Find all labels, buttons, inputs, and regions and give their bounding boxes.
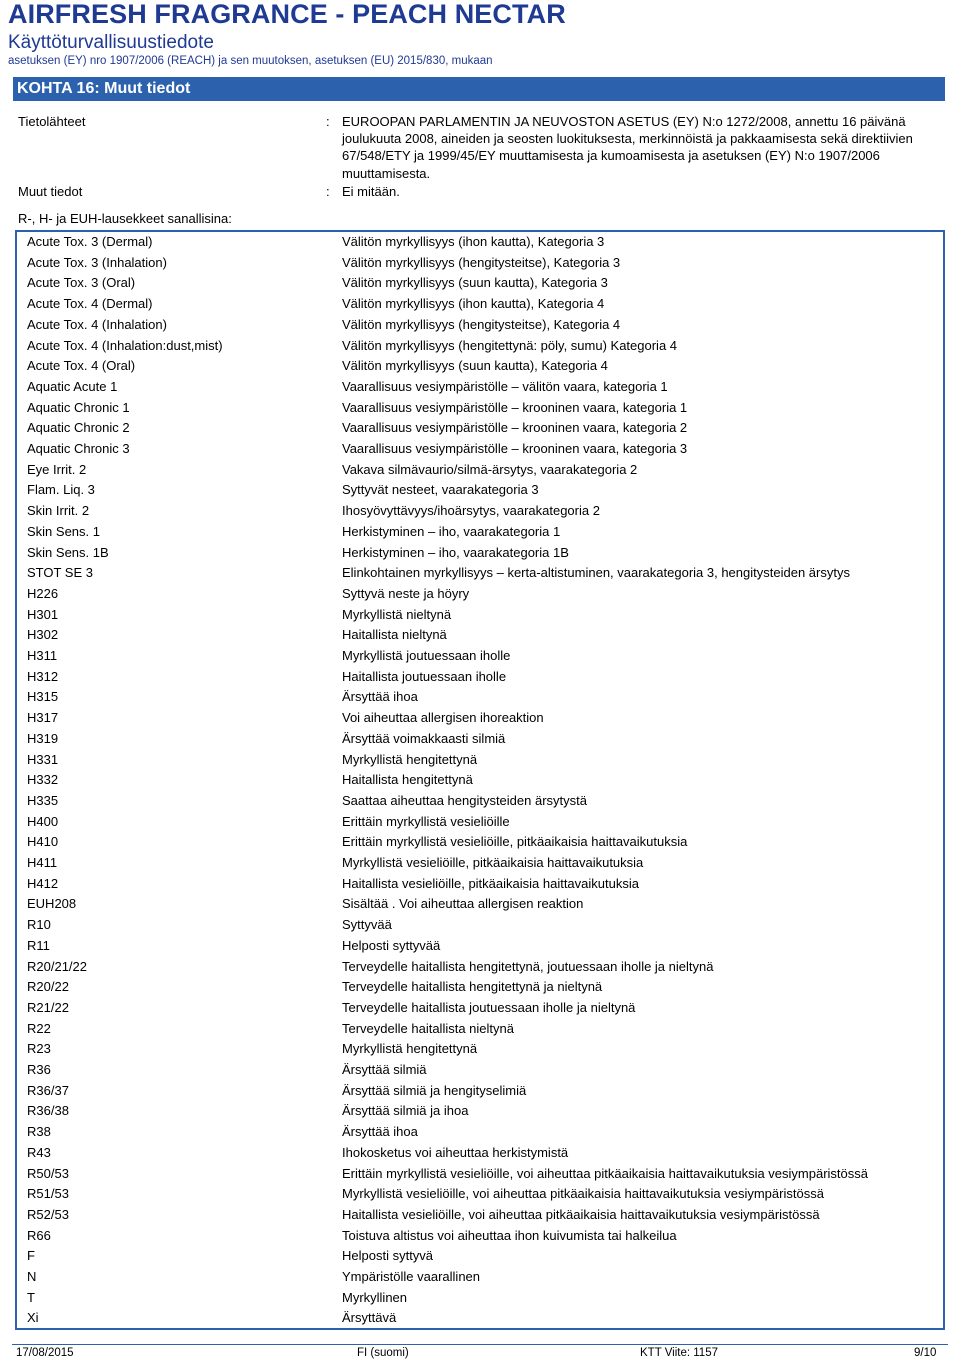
phrase-text: Haitallista vesieliöille, pitkäaikaisia haittavaikutuksia xyxy=(342,875,639,891)
phrase-text: Ärsyttää voimakkaasti silmiä xyxy=(342,730,506,746)
info-value-sources: EUROOPAN PARLAMENTIN JA NEUVOSTON ASETUS (EY) N:o 1272/2008, annettu 16 päivänä joulukuuta 2008, aineiden ja seosten luokituksesta, merkinnöistä ja pakkaamisesta sekä direktiivien 67/548/ETY ja 1999/45/EY muuttamisesta ja kumoamisesta ja asetuksen (EY) N:o 1907/2006 muuttamisesta. xyxy=(342,114,913,181)
phrase-row xyxy=(17,957,943,978)
footer-reference: KTT Viite: 1157 xyxy=(640,1347,718,1359)
phrase-code: N xyxy=(27,1269,37,1284)
phrase-code: H331 xyxy=(27,751,59,767)
phrase-text: Saattaa aiheuttaa hengitysteiden ärsytystä xyxy=(342,792,587,808)
phrase-text: Sisältää . Voi aiheuttaa allergisen reaktion xyxy=(342,896,584,912)
phrase-row xyxy=(17,750,943,771)
phrase-code: H317 xyxy=(27,710,59,726)
phrase-row xyxy=(17,1246,943,1267)
phrase-code: R66 xyxy=(27,1227,51,1243)
info-label-sources: Tietolähteet xyxy=(18,114,86,129)
phrase-code: R36 xyxy=(27,1062,51,1077)
phrase-row xyxy=(17,853,943,874)
phrase-code: F xyxy=(27,1248,35,1264)
phrase-text: Ärsyttää ihoa xyxy=(342,689,418,705)
section-header: KOHTA 16: Muut tiedot xyxy=(13,77,945,101)
phrase-row xyxy=(17,729,943,750)
phrase-code: R43 xyxy=(27,1144,51,1160)
phrase-row xyxy=(17,1081,943,1102)
product-title: AIRFRESH FRAGRANCE - PEACH NECTAR xyxy=(8,0,566,29)
phrase-text: Välitön myrkyllisyys (suun kautta), Kategoria 4 xyxy=(342,358,608,374)
phrase-code: Flam. Liq. 3 xyxy=(27,482,95,498)
phrase-row xyxy=(17,480,943,501)
phrase-row xyxy=(17,977,943,998)
phrase-row xyxy=(17,543,943,564)
phrase-row xyxy=(17,398,943,419)
phrase-row xyxy=(17,439,943,460)
phrase-text: Myrkyllistä hengitettynä xyxy=(342,751,478,767)
phrase-code: H311 xyxy=(27,648,58,663)
phrase-row xyxy=(17,936,943,957)
phrase-code: EUH208 xyxy=(27,896,77,912)
phrase-row xyxy=(17,1205,943,1226)
phrase-row xyxy=(17,874,943,895)
phrase-code: Skin Irrit. 2 xyxy=(27,503,90,519)
phrase-code: H319 xyxy=(27,730,59,746)
phrase-text: Haitallista hengitettynä xyxy=(342,772,473,788)
phrase-text: Haitallista joutuessaan iholle xyxy=(342,668,507,684)
phrase-code: R52/53 xyxy=(27,1206,69,1222)
phrase-text: Terveydelle haitallista joutuessaan iholle ja nieltynä xyxy=(342,999,636,1015)
phrase-row xyxy=(17,1184,943,1205)
info-label-other: Muut tiedot xyxy=(18,184,83,199)
phrase-code: Xi xyxy=(27,1310,39,1326)
phrase-code: R20/21/22 xyxy=(27,958,87,974)
phrase-text: Helposti syttyvää xyxy=(342,937,441,953)
phrase-row xyxy=(17,667,943,688)
phrase-row xyxy=(17,460,943,481)
regulation-line: asetuksen (EY) nro 1907/2006 (REACH) ja sen muutoksen, asetuksen (EU) 2015/830, mukaan xyxy=(8,55,493,67)
phrase-code: H301 xyxy=(27,606,59,622)
phrase-row xyxy=(17,315,943,336)
phrase-row xyxy=(17,1101,943,1122)
phrase-row xyxy=(17,1019,943,1040)
phrase-code: Eye Irrit. 2 xyxy=(27,461,87,477)
phrase-row xyxy=(17,1308,943,1329)
footer-language: FI (suomi) xyxy=(357,1347,409,1359)
phrase-code: R22 xyxy=(27,1020,51,1036)
phrase-text: Ärsyttää silmiä ja hengityselimiä xyxy=(342,1082,527,1098)
phrase-code: R50/53 xyxy=(27,1165,69,1181)
info-value-other: Ei mitään. xyxy=(342,184,400,199)
phrase-text: Herkistyminen – iho, vaarakategoria 1B xyxy=(342,544,569,560)
phrase-row xyxy=(17,646,943,667)
phrase-code: R11 xyxy=(27,937,50,953)
phrase-text: Ärsyttää silmiä ja ihoa xyxy=(342,1103,469,1119)
phrase-code: Acute Tox. 4 (Dermal) xyxy=(27,296,153,312)
phrase-text: Vakava silmävaurio/silmä-ärsytys, vaarakategoria 2 xyxy=(342,461,638,477)
footer-divider xyxy=(12,1344,948,1345)
phrase-code: Acute Tox. 3 (Dermal) xyxy=(27,234,153,249)
phrase-text: Haitallista nieltynä xyxy=(342,627,447,643)
phrase-row xyxy=(17,1039,943,1060)
phrase-code: R36/38 xyxy=(27,1103,69,1119)
phrase-code: Aquatic Acute 1 xyxy=(27,378,118,394)
phrase-code: Skin Sens. 1B xyxy=(27,544,109,560)
phrase-row xyxy=(17,418,943,439)
phrase-code: H332 xyxy=(27,772,59,788)
phrase-text: Elinkohtainen myrkyllisyys – kerta-altistuminen, vaarakategoria 3, hengitysteiden ärsytys xyxy=(342,565,850,581)
phrase-text: Välitön myrkyllisyys (ihon kautta), Kategoria 4 xyxy=(342,296,605,312)
phrase-code: Skin Sens. 1 xyxy=(27,523,100,539)
phrase-text: Ihokosketus voi aiheuttaa herkistymistä xyxy=(342,1144,569,1160)
phrases-table xyxy=(15,230,945,1330)
footer-date: 17/08/2015 xyxy=(16,1347,74,1359)
phrase-code: H411 xyxy=(27,855,58,870)
phrase-row xyxy=(17,232,943,253)
phrase-text: Välitön myrkyllisyys (hengitettynä: pöly, sumu) Kategoria 4 xyxy=(342,337,678,353)
phrase-row xyxy=(17,522,943,543)
phrase-text: Terveydelle haitallista nieltynä xyxy=(342,1020,514,1036)
phrase-text: Erittäin myrkyllistä vesieliöille, voi aiheuttaa pitkäaikaisia haittavaikutuksia vesiympäristössä xyxy=(342,1165,868,1181)
phrase-code: H226 xyxy=(27,585,59,601)
info-colon: : xyxy=(326,114,330,129)
phrase-code: H312 xyxy=(27,668,59,684)
phrase-text: Vaarallisuus vesiympäristölle – krooninen vaara, kategoria 3 xyxy=(342,441,688,456)
phrase-row xyxy=(17,253,943,274)
info-colon: : xyxy=(326,184,330,199)
phrase-text: Syttyvää xyxy=(342,917,392,933)
phrase-text: Toistuva altistus voi aiheuttaa ihon kuivumista tai halkeilua xyxy=(342,1227,677,1243)
phrase-row xyxy=(17,1164,943,1185)
phrase-row xyxy=(17,501,943,522)
phrase-code: Acute Tox. 4 (Oral) xyxy=(27,358,136,374)
phrase-code: H400 xyxy=(27,813,59,829)
phrase-code: H315 xyxy=(27,689,59,705)
phrase-text: Välitön myrkyllisyys (suun kautta), Kategoria 3 xyxy=(342,275,608,291)
phrase-text: Terveydelle haitallista hengitettynä ja nieltynä xyxy=(342,979,603,995)
phrase-code: Acute Tox. 4 (Inhalation) xyxy=(27,316,167,332)
phrase-text: Herkistyminen – iho, vaarakategoria 1 xyxy=(342,523,561,539)
phrase-row xyxy=(17,791,943,812)
phrase-code: T xyxy=(27,1289,35,1305)
phrase-code: Aquatic Chronic 1 xyxy=(27,399,130,415)
phrase-code: Aquatic Chronic 2 xyxy=(27,420,130,436)
phrase-code: H412 xyxy=(27,875,59,891)
phrase-row xyxy=(17,812,943,833)
phrase-row xyxy=(17,915,943,936)
phrase-row xyxy=(17,1143,943,1164)
phrase-code: R23 xyxy=(27,1041,51,1057)
phrase-text: Ärsyttää ihoa xyxy=(342,1124,418,1140)
phrase-row xyxy=(17,1267,943,1288)
phrase-row xyxy=(17,1226,943,1247)
phrase-text: Ympäristölle vaarallinen xyxy=(342,1269,481,1284)
phrase-text: Myrkyllistä hengitettynä xyxy=(342,1041,478,1057)
phrase-code: Acute Tox. 4 (Inhalation:dust,mist) xyxy=(27,337,223,353)
phrase-row xyxy=(17,584,943,605)
phrase-text: Myrkyllinen xyxy=(342,1289,408,1305)
phrase-row xyxy=(17,336,943,357)
phrase-text: Vaarallisuus vesiympäristölle – krooninen vaara, kategoria 2 xyxy=(342,420,688,436)
phrase-text: Myrkyllistä vesieliöille, pitkäaikaisia haittavaikutuksia xyxy=(342,855,644,870)
phrase-code: R21/22 xyxy=(27,999,69,1015)
phrase-text: Erittäin myrkyllistä vesieliöille xyxy=(342,813,510,829)
phrase-text: Helposti syttyvä xyxy=(342,1248,434,1264)
phrase-row xyxy=(17,563,943,584)
footer-page-number: 9/10 xyxy=(914,1347,937,1359)
phrase-row xyxy=(17,1288,943,1309)
phrase-row xyxy=(17,832,943,853)
phrase-text: Terveydelle haitallista hengitettynä, joutuessaan iholle ja nieltynä xyxy=(342,958,714,974)
phrase-code: H410 xyxy=(27,834,59,850)
phrase-row xyxy=(17,625,943,646)
phrase-code: H302 xyxy=(27,627,59,643)
phrase-code: Acute Tox. 3 (Inhalation) xyxy=(27,254,167,270)
phrase-text: Erittäin myrkyllistä vesieliöille, pitkäaikaisia haittavaikutuksia xyxy=(342,834,688,850)
phrase-code: Aquatic Chronic 3 xyxy=(27,441,130,456)
phrase-row xyxy=(17,605,943,626)
phrase-row xyxy=(17,294,943,315)
phrase-row xyxy=(17,1122,943,1143)
phrase-text: Voi aiheuttaa allergisen ihoreaktion xyxy=(342,710,544,726)
phrase-text: Välitön myrkyllisyys (hengitysteitse), Kategoria 3 xyxy=(342,254,621,270)
phrase-code: STOT SE 3 xyxy=(27,565,93,581)
phrase-row xyxy=(17,894,943,915)
phrase-text: Vaarallisuus vesiympäristölle – välitön vaara, kategoria 1 xyxy=(342,378,668,394)
phrase-code: R38 xyxy=(27,1124,51,1140)
phrase-row xyxy=(17,998,943,1019)
phrase-text: Välitön myrkyllisyys (hengitysteitse), Kategoria 4 xyxy=(342,316,621,332)
phrase-code: R20/22 xyxy=(27,979,69,995)
phrase-row xyxy=(17,708,943,729)
phrase-text: Ärsyttävä xyxy=(342,1310,397,1326)
phrase-row xyxy=(17,687,943,708)
phrase-text: Haitallista vesieliöille, voi aiheuttaa pitkäaikaisia haittavaikutuksia vesiympäristössä xyxy=(342,1206,820,1222)
phrase-text: Myrkyllistä nieltynä xyxy=(342,606,452,622)
phrase-row xyxy=(17,356,943,377)
phrase-text: Myrkyllistä vesieliöille, voi aiheuttaa pitkäaikaisia haittavaikutuksia vesiympäristössä xyxy=(342,1186,824,1202)
phrase-code: R10 xyxy=(27,917,51,933)
phrase-text: Välitön myrkyllisyys (ihon kautta), Kategoria 3 xyxy=(342,234,605,249)
phrase-text: Myrkyllistä joutuessaan iholle xyxy=(342,648,511,663)
phrase-row xyxy=(17,1060,943,1081)
phrase-text: Syttyvä neste ja höyry xyxy=(342,585,470,601)
phrase-code: R36/37 xyxy=(27,1082,69,1098)
phrase-text: Ihosyövyttävyys/ihoärsytys, vaarakategoria 2 xyxy=(342,503,600,519)
phrase-code: R51/53 xyxy=(27,1186,69,1202)
phrase-code: H335 xyxy=(27,792,59,808)
phrase-row xyxy=(17,770,943,791)
phrases-heading: R-, H- ja EUH-lausekkeet sanallisina: xyxy=(18,211,232,226)
document-type: Käyttöturvallisuustiedote xyxy=(8,32,214,53)
phrase-code: Acute Tox. 3 (Oral) xyxy=(27,275,136,291)
phrase-row xyxy=(17,273,943,294)
phrase-text: Ärsyttää silmiä xyxy=(342,1062,427,1077)
phrase-text: Syttyvät nesteet, vaarakategoria 3 xyxy=(342,482,539,498)
phrase-text: Vaarallisuus vesiympäristölle – krooninen vaara, kategoria 1 xyxy=(342,399,688,415)
phrase-row xyxy=(17,377,943,398)
